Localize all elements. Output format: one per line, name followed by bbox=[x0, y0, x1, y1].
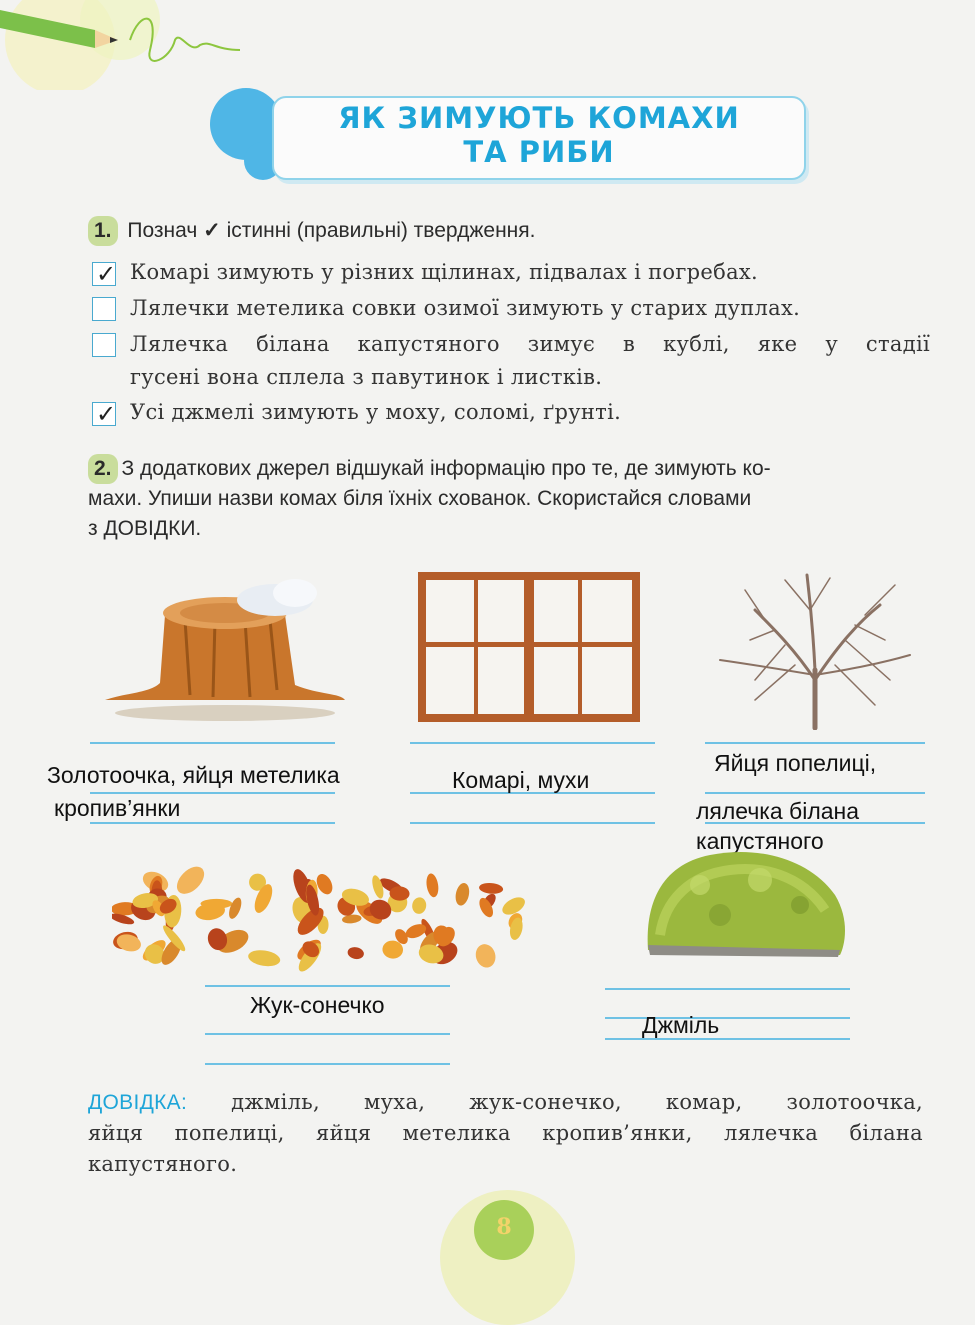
reference-line-2: яйця попелиці, яйця метелика кропив’янки, лялечка білана bbox=[88, 1121, 923, 1145]
write-line bbox=[410, 822, 655, 824]
leaf-shape bbox=[227, 896, 244, 920]
reference-label: ДОВІДКА: bbox=[88, 1091, 188, 1114]
leaf-shape bbox=[425, 873, 440, 898]
answer-tree-line-3[interactable]: капустяного bbox=[696, 828, 824, 854]
answer-stump-line-2[interactable]: кропив’янки bbox=[54, 795, 181, 821]
statement-3-text-continued: гусені вона сплела з павутинок і листків. bbox=[130, 365, 603, 389]
stump-image bbox=[95, 575, 355, 725]
title-line-2: ТА РИБИ bbox=[463, 135, 615, 169]
answer-tree-line-2[interactable]: лялечка білана bbox=[696, 798, 860, 824]
write-line bbox=[605, 988, 850, 990]
leaf-shape bbox=[247, 948, 281, 968]
task1-instruction bbox=[88, 216, 535, 246]
task2-line-3: з ДОВІДКИ. bbox=[88, 517, 202, 540]
answer-tree-line-1[interactable]: Яйця попелиці, bbox=[714, 750, 877, 776]
leaf-shape bbox=[473, 942, 498, 970]
corner-decoration bbox=[0, 0, 260, 90]
task2-instruction bbox=[88, 454, 928, 544]
checkmark-icon: ✓ bbox=[96, 261, 117, 288]
check-mark-icon: ✓ bbox=[203, 219, 221, 242]
task1-number: 1. bbox=[88, 216, 118, 246]
answer-window[interactable]: Комарі, мухи bbox=[452, 767, 590, 793]
leaf-shape bbox=[479, 882, 504, 895]
write-line bbox=[705, 792, 925, 794]
moss-picture bbox=[640, 845, 850, 960]
page-number: 8 bbox=[496, 1214, 512, 1240]
leaf-shape bbox=[454, 882, 471, 907]
write-line bbox=[205, 1063, 450, 1065]
leaf-shape bbox=[201, 899, 233, 909]
task1-instruction-after: істинні (правильні) твердження. bbox=[226, 219, 536, 242]
pencil-icon bbox=[0, 0, 260, 90]
checkmark-icon: ✓ bbox=[96, 401, 117, 428]
write-line bbox=[90, 742, 335, 744]
statement-2-text: Лялечки метелика совки озимої зимують у старих дуплах. bbox=[130, 296, 801, 320]
write-line bbox=[705, 742, 925, 744]
stump-picture bbox=[95, 575, 355, 725]
answer-leaves[interactable]: Жук-сонечко bbox=[250, 992, 385, 1018]
statement-1-text: Комарі зимують у різних щілинах, підвалах і погребах. bbox=[130, 260, 759, 284]
statement-3-checkbox[interactable] bbox=[92, 333, 116, 357]
reference-line-1: джміль, муха, жук-сонечко, комар, золотоочка, bbox=[231, 1090, 923, 1114]
write-line bbox=[205, 985, 450, 987]
title-line-1: ЯК ЗИМУЮТЬ КОМАХИ bbox=[338, 101, 740, 135]
statement-3-text: Лялечка білана капустяного зимує в кублі, яке у стадії bbox=[130, 332, 930, 356]
leaf-shape bbox=[347, 946, 365, 961]
leaf-shape bbox=[411, 896, 427, 914]
answer-moss[interactable]: Джміль bbox=[642, 1012, 720, 1038]
window-image bbox=[418, 572, 640, 722]
window-picture bbox=[418, 572, 640, 722]
write-line bbox=[410, 742, 655, 744]
task2-line-2: махи. Упиши назви комах біля їхніх схованок. Скористайся словами bbox=[88, 487, 752, 510]
statement-2-checkbox[interactable] bbox=[92, 297, 116, 321]
task2-line-1: З додаткових джерел відшукай інформацію про те, де зимують ко- bbox=[121, 457, 771, 480]
tree-picture bbox=[715, 570, 915, 730]
bare-tree-image bbox=[715, 570, 915, 730]
reference-line-3: капустяного. bbox=[88, 1152, 238, 1176]
leaf-shape bbox=[172, 862, 209, 899]
write-line bbox=[205, 1033, 450, 1035]
answer-stump-line-1[interactable]: Золотоочка, яйця метелика bbox=[47, 762, 340, 788]
reference-block bbox=[88, 1087, 923, 1180]
task1-instruction-before: Познач bbox=[127, 219, 198, 242]
task2-number: 2. bbox=[88, 454, 118, 484]
moss-image bbox=[640, 845, 850, 960]
statement-4-text: Усі джмелі зимують у моху, соломі, ґрунті. bbox=[130, 400, 622, 424]
leaves-picture bbox=[112, 860, 542, 975]
page-title bbox=[272, 101, 806, 169]
fallen-leaves-image bbox=[112, 860, 542, 975]
